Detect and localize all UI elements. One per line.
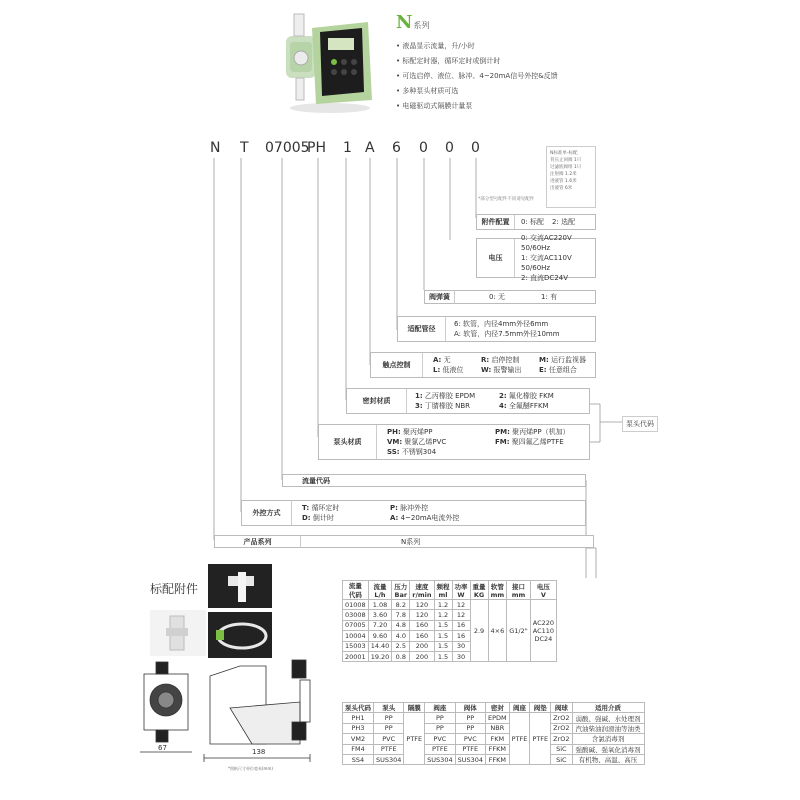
option-label: 附件配置 — [477, 215, 515, 229]
code-series: N — [210, 140, 221, 156]
option-item: 0: 交流AC220V 50/60Hz — [521, 234, 572, 252]
table-header: 软管 mm — [488, 581, 507, 600]
option-tubing — [397, 316, 596, 342]
note-line: 出液管 6米 — [550, 186, 573, 191]
table-row: PH1 PP PTFE PP PP EPDM PTFE PTFE ZrO2 弱酸、强碱、水处理剂 — [343, 713, 645, 723]
option-label: 电压 — [477, 239, 515, 277]
table-header-row: 泵头代码 泵头 隔膜 阀座 阀体 密封 阀座 阀垫 阀球 适用介质 — [343, 703, 645, 713]
table-row: PH3 PP PP PP NBR ZrO2 汽油柴油润滑油等油类 — [343, 723, 645, 733]
table-row: 20001 19.20 0.8 200 1.5 30 — [343, 651, 557, 661]
merged-weight: 2.9 — [470, 600, 488, 662]
table-row: 15003 14.40 2.5 200 1.5 30 — [343, 641, 557, 651]
series-title: N系列 — [396, 12, 430, 33]
option-flow-code — [282, 474, 586, 487]
dimension-label: 138 — [252, 748, 266, 756]
merged-pad: PTFE — [530, 713, 551, 765]
option-pumphead-material: 泵头材质 PH: 聚丙烯PP PM: 聚丙烯PP（机加） VM: 聚氯乙烯PVC FM: 聚四氟乙烯PTFE SS: 不锈钢304 — [318, 424, 590, 460]
option-label: 阀弹簧 — [425, 291, 455, 303]
note-line: N标准单-标配 — [550, 151, 578, 156]
table-header: 重量 KG — [470, 581, 488, 600]
code-accessory: 0 — [471, 140, 480, 156]
feature-item: • 可选启停、液位、脉冲、4~20mA信号外控&反馈 — [396, 69, 656, 84]
code-tubing: 6 — [392, 140, 401, 156]
option-label: 密封材质 — [347, 389, 407, 413]
option-label: 泵头材质 — [319, 425, 377, 459]
option-label: 流量代码 — [302, 476, 330, 485]
option-label: 产品系列 — [215, 536, 301, 547]
note-line: 注射阀 1.2米 — [550, 172, 577, 177]
accessories-title: 标配附件 — [150, 582, 199, 596]
table-row: SS4 SUS304 SUS304 SUS304 FFKM SiC 有机物、高温、高压 — [343, 754, 645, 764]
front-view-drawing — [136, 660, 200, 760]
code-voltage: 0 — [445, 140, 454, 156]
option-item: 0: 无 — [489, 293, 506, 301]
code-flow: 07005 — [265, 140, 310, 156]
code-seal: 1 — [343, 140, 352, 156]
option-item: 0: 标配 — [521, 218, 545, 226]
option-item: 6: 软管，内径4mm外径6mm — [454, 320, 549, 328]
table-row: 10004 9.60 4.0 160 1.5 16 — [343, 631, 557, 641]
option-item: 2: 选配 — [552, 218, 576, 226]
option-spring — [424, 290, 596, 304]
merged-voltage: AC220 AC110 DC24 — [530, 600, 556, 662]
merged-hose: 4×6 — [488, 600, 507, 662]
code-control: T — [240, 140, 249, 156]
merged-seat: PTFE — [509, 713, 530, 765]
material-spec-table — [342, 702, 645, 765]
feature-item: • 电磁驱动式隔膜计量泵 — [396, 99, 656, 114]
table-header: 流量 L/h — [368, 581, 392, 600]
drawing-unit-note: *图纸尺寸单位毫米(mm) — [228, 766, 273, 771]
table-header: 接口 mm — [507, 581, 531, 600]
feature-item: • 液晶显示流量，升/小时 — [396, 39, 656, 54]
accessory-fitting-image — [208, 564, 272, 608]
option-label: 适配管径 — [398, 317, 446, 341]
table-header: 功率 W — [452, 581, 470, 600]
option-item: N系列 — [401, 537, 421, 546]
table-header: 流量 代码 — [343, 581, 369, 600]
option-item: 2: 直流DC24V — [521, 274, 569, 282]
side-view-drawing — [200, 648, 320, 776]
dimension-label: 67 — [158, 744, 167, 752]
option-label: 触点控制 — [371, 353, 423, 377]
table-row: VM2 PVC PVC PVC FKM ZrO2 含氯消毒剂 — [343, 734, 645, 744]
code-pumphead: PH — [307, 140, 326, 156]
table-row: FM4 PTFE PTFE PTFE FFKM SiC 强酸碱、强氧化消毒剂 — [343, 744, 645, 754]
option-label: 外控方式 — [242, 501, 292, 525]
option-seal-material: 密封材质 1: 乙丙橡胶 EPDM 2: 氟化橡胶 FKM 3: 丁腈橡胶 NBR 4: 全氟醚FFKM — [346, 388, 590, 414]
option-item: 1: 交流AC110V 50/60Hz — [521, 254, 572, 272]
code-spring: 0 — [419, 140, 428, 156]
table-header: 压力 Bar — [392, 581, 410, 600]
option-control-method: 外控方式 T: 循环定时 P: 脉冲外控 D: 倒计时 A: 4~20mA电流外控 — [241, 500, 586, 526]
option-voltage — [476, 234, 596, 282]
option-item: 1: 有 — [541, 293, 558, 301]
table-header: 速度 r/min — [410, 581, 434, 600]
note-line: 进液管 1.6米 — [550, 179, 577, 184]
merged-port: G1/2" — [507, 600, 531, 662]
flow-spec-table — [342, 580, 557, 662]
option-item: A: 软管，内径7.5mm外径10mm — [454, 330, 560, 338]
feature-item: • 标配定时器，循环定时或倒计时 — [396, 54, 656, 69]
standard-config-note — [546, 146, 596, 208]
option-accessories — [476, 214, 596, 230]
note-line: 背压止回阀 1只 — [550, 158, 582, 163]
pumphead-code-label: 泵头代码 — [622, 416, 658, 432]
accessory-valve-image — [150, 610, 206, 656]
table-row: 01008 1.08 8.2 120 1.2 12 2.9 4×6 G1/2" AC220 AC110 DC24 — [343, 600, 557, 610]
config-footnote: *部分型号配件不同请见配件 — [478, 197, 535, 202]
feature-item: • 多种泵头材质可选 — [396, 84, 656, 99]
code-contact: A — [365, 140, 375, 156]
option-contact-control: 触点控制 A: 无 R: 启停控制 M: 运行监视器 L: 低液位 W: 报警输出 E: 任意组合 — [370, 352, 596, 378]
table-row: 07005 7.20 4.8 160 1.5 16 — [343, 620, 557, 630]
table-header: 频程 ml — [434, 581, 452, 600]
option-product-series — [214, 535, 594, 548]
table-row: 03008 3.60 7.8 120 1.2 12 — [343, 610, 557, 620]
merged-diaphragm: PTFE — [404, 713, 425, 765]
note-line: 过滤底阀组 1只 — [550, 165, 582, 170]
table-header: 电压 V — [530, 581, 556, 600]
